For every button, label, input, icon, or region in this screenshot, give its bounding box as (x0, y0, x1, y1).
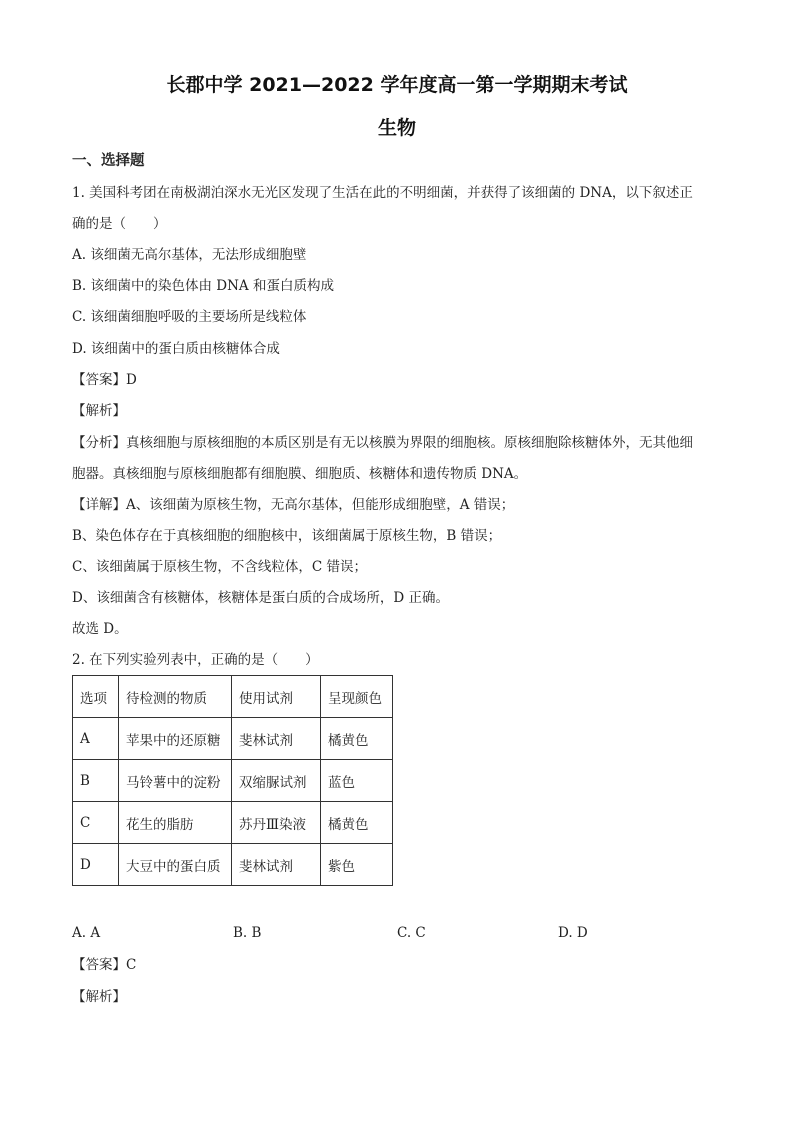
table-row (73, 718, 393, 760)
table-cell: A (73, 718, 119, 760)
exam-title: 长郡中学 2021—2022 学年度高一第一学期期末考试 (166, 74, 628, 96)
q2-analysis-tag: 【解析】 (72, 989, 126, 1005)
table-header-cell: 待检测的物质 (119, 676, 232, 718)
table-cell: 斐林试剂 (232, 718, 321, 760)
q1-option-d: D. 该细菌中的蛋白质由核糖体合成 (72, 341, 280, 357)
table-cell: 双缩脲试剂 (232, 760, 321, 802)
q1-detail-line4: D、该细菌含有核糖体，核糖体是蛋白质的合成场所，D 正确。 (72, 590, 449, 606)
q2-option-a: A. A (72, 925, 101, 941)
q2-option-d: D. D (558, 925, 588, 941)
detail-tag: 【详解】 (72, 497, 126, 513)
table-cell: 苹果中的还原糖 (119, 718, 232, 760)
analysis-text: 真核细胞与原核细胞的本质区别是有无以核膜为界限的细胞核。原核细胞除核糖体外，无其他细 (126, 435, 693, 451)
section-heading: 一、选择题 (72, 153, 145, 169)
q1-detail-line1 (72, 496, 514, 514)
q1-analysis-tag: 【解析】 (72, 403, 126, 419)
table-row (73, 802, 393, 844)
table-cell: B (73, 760, 119, 802)
table-row (73, 760, 393, 802)
q1-answer (72, 371, 137, 389)
q1-option-c: C. 该细菌细胞呼吸的主要场所是线粒体 (72, 309, 307, 325)
q1-detail-line2: B、染色体存在于真核细胞的细胞核中，该细菌属于原核生物，B 错误； (72, 528, 502, 544)
table-header-row (73, 676, 393, 718)
q1-analysis-line1 (72, 434, 693, 452)
table-header-cell: 呈现颜色 (321, 676, 393, 718)
analysis-sub-tag: 【分析】 (72, 435, 126, 451)
table-cell: 苏丹Ⅲ染液 (232, 802, 321, 844)
table-cell: 花生的脂肪 (119, 802, 232, 844)
answer-tag: 【答案】 (72, 372, 126, 388)
table-cell: 紫色 (321, 844, 393, 886)
table-cell: 马铃薯中的淀粉 (119, 760, 232, 802)
answer-value: C (126, 957, 137, 973)
table-row (73, 844, 393, 886)
table-cell: 大豆中的蛋白质 (119, 844, 232, 886)
table-cell: 橘黄色 (321, 802, 393, 844)
q1-stem-line1: 1. 美国科考团在南极湖泊深水无光区发现了生活在此的不明细菌，并获得了该细菌的 DNA，以下叙述正 (72, 185, 693, 201)
table-cell: 橘黄色 (321, 718, 393, 760)
table-cell: C (73, 802, 119, 844)
table-cell: 斐林试剂 (232, 844, 321, 886)
q1-detail-line3: C、该细菌属于原核生物，不含线粒体，C 错误； (72, 559, 367, 575)
table-cell: D (73, 844, 119, 886)
experiment-table (72, 675, 393, 886)
table-header-cell: 选项 (73, 676, 119, 718)
q1-analysis-line2: 胞器。真核细胞与原核细胞都有细胞膜、细胞质、核糖体和遗传物质 DNA。 (72, 466, 528, 482)
detail-text: A、该细菌为原核生物，无高尔基体，但能形成细胞壁，A 错误； (126, 497, 515, 513)
subject-title: 生物 (377, 117, 416, 139)
q2-answer (72, 956, 136, 974)
q2-option-c: C. C (397, 925, 426, 941)
table-cell: 蓝色 (321, 760, 393, 802)
q1-option-b: B. 该细菌中的染色体由 DNA 和蛋白质构成 (72, 278, 334, 294)
table-header-cell: 使用试剂 (232, 676, 321, 718)
answer-tag: 【答案】 (72, 957, 126, 973)
q1-conclusion: 故选 D。 (72, 621, 128, 637)
q1-stem-line2: 确的是（ ） (72, 216, 167, 232)
answer-value: D (126, 372, 137, 388)
q2-option-b: B. B (233, 925, 262, 941)
q2-stem: 2. 在下列实验列表中，正确的是（ ） (72, 652, 319, 668)
q1-option-a: A. 该细菌无高尔基体，无法形成细胞壁 (72, 247, 307, 263)
